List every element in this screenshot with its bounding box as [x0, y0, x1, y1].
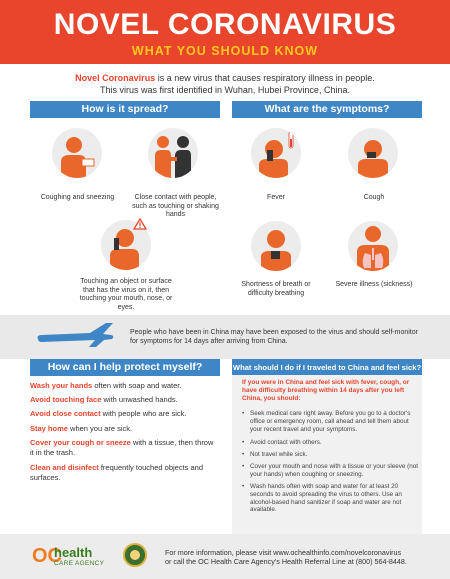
- county-seal-icon: [123, 543, 147, 567]
- symptom-caption-4: Severe illness (sickness): [335, 281, 413, 288]
- protect-item-em: Cover your cough or sneeze: [30, 438, 131, 447]
- protect-heading: How can I help protect myself?: [30, 359, 220, 376]
- protect-item: [30, 409, 220, 419]
- protect-item: [30, 463, 215, 483]
- travel-lead: If you were in China and feel sick with fever, cough, or have difficulty breathing within 14 days after you left China, you should:: [242, 379, 410, 402]
- bullet: •: [242, 463, 245, 470]
- travel-heading: What should I do if I traveled to China and feel sick?: [232, 359, 422, 376]
- handshake-icon: [148, 128, 198, 178]
- protect-item: [30, 381, 220, 391]
- bullet: •: [242, 451, 245, 458]
- travel-notice-band: [0, 315, 450, 359]
- bullet: •: [242, 483, 245, 490]
- travel-item-text: Seek medical care right away. Before you go to a doctor's office or emergency room, call ahead and tell them about your recent travel and your symptoms.: [250, 410, 411, 433]
- travel-item-text: Not travel while sick.: [250, 451, 308, 458]
- logo-oc: OC: [32, 545, 62, 567]
- travel-list-item: [242, 463, 418, 479]
- spread-caption-1: Coughing and sneezing: [40, 194, 115, 201]
- bullet: •: [242, 410, 245, 417]
- page-title: NOVEL CORONAVIRUS: [53, 8, 397, 41]
- logo-health: health: [54, 545, 93, 560]
- protect-item-rest: when you are sick.: [67, 424, 133, 433]
- protect-item-rest: with people who are sick.: [100, 409, 187, 418]
- footer-line-2: or call the OC Health Care Agency's Health Referral Line at (800) 564-8448.: [165, 557, 407, 566]
- page-subtitle: WHAT YOU SHOULD KNOW: [131, 44, 319, 58]
- protect-item: [30, 424, 220, 434]
- protect-item-em: Clean and disinfect: [30, 463, 99, 472]
- thermometer-icon: [251, 128, 301, 178]
- travel-list-item: [242, 483, 418, 514]
- protect-item-rest: frequently touched objects and surfaces.: [30, 463, 204, 482]
- protect-item-rest: often with soap and water.: [92, 381, 182, 390]
- intro-lead: Novel Coronavirus: [75, 73, 156, 83]
- spread-heading: How is it spread?: [30, 101, 220, 118]
- travel-item-text: Wash hands often with soap and water for at least 20 seconds to avoid spreading the virus to others. Use an alcohol-based hand sanitizer if soap and water are not available.: [250, 483, 402, 514]
- travel-notice-text: People who have been in China may have been exposed to the virus and should self-monitor for symptoms for 14 days after arriving from China.: [130, 329, 418, 345]
- symptom-caption-3: Shortness of breath or difficulty breathing: [241, 281, 311, 297]
- travel-list-item: [242, 410, 418, 433]
- protect-item-em: Wash your hands: [30, 381, 93, 390]
- warning-icon: [133, 218, 147, 230]
- protect-item-em: Avoid touching face: [30, 395, 102, 404]
- spread-caption-2: Close contact with people, such as touching or shaking hands: [132, 194, 219, 218]
- cough-icon: [348, 128, 398, 178]
- protect-item-rest: with unwashed hands.: [101, 395, 178, 404]
- footer-line-1: For more information, please visit www.ochealthinfo.com/novelcoronavirus: [165, 548, 402, 557]
- spread-caption-3: Touching an object or surface that has the virus on it, then touching your mouth, nose, or eyes.: [79, 278, 173, 311]
- travel-item-text: Cover your mouth and nose with a tissue or your sleeve (not your hands) when coughing or sneezing.: [250, 463, 419, 478]
- protect-item-rest: with a tissue, then throw it in the trash.: [30, 438, 214, 457]
- person-coughing-icon: [52, 128, 102, 178]
- bullet: •: [242, 439, 245, 446]
- protect-item-em: Stay home: [30, 424, 68, 433]
- intro-text: [40, 72, 410, 96]
- airplane-icon: [34, 318, 116, 348]
- lungs-icon: [348, 221, 398, 271]
- protect-item-em: Avoid close contact: [30, 409, 101, 418]
- travel-list-item: [242, 451, 418, 459]
- symptom-caption-1: Fever: [267, 194, 285, 201]
- header-banner: [0, 0, 450, 64]
- travel-item-text: Avoid contact with others.: [250, 439, 322, 446]
- breathing-icon: [251, 221, 301, 271]
- logo-agency: CARE AGENCY: [54, 560, 105, 567]
- oc-health-logo: [32, 545, 122, 571]
- symptoms-heading: What are the symptoms?: [232, 101, 422, 118]
- intro-rest: is a new virus that causes respiratory illness in people.: [155, 73, 375, 83]
- travel-list-item: [242, 439, 418, 447]
- footer-info: [165, 548, 435, 566]
- intro-line2: This virus was first identified in Wuhan, Hubei Province, China.: [100, 85, 350, 95]
- protect-item: [30, 395, 220, 405]
- symptom-caption-2: Cough: [363, 194, 385, 201]
- protect-item: [30, 438, 215, 458]
